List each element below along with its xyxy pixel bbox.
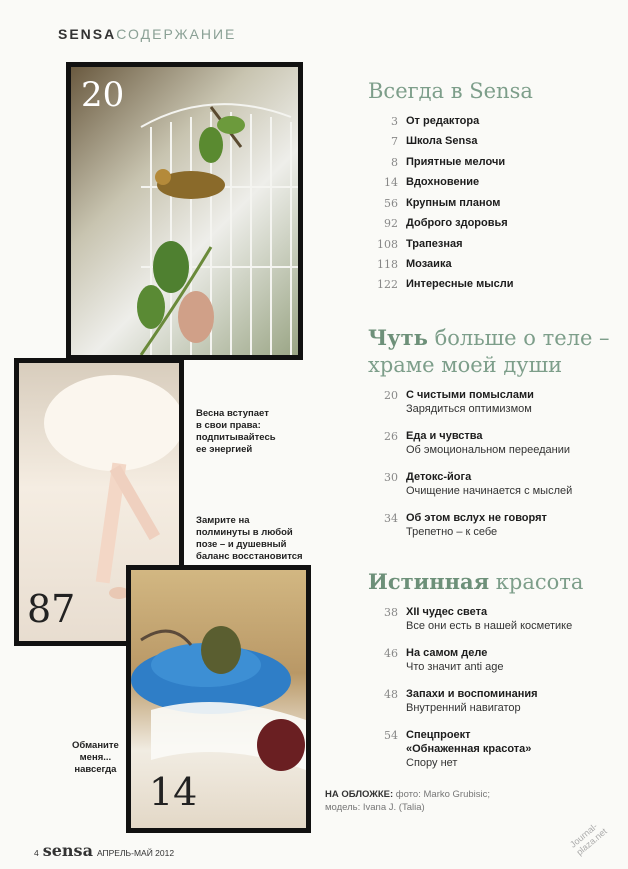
caption-spring: Весна вступает в свои права: подпитывайтесь ее энергией <box>196 408 276 455</box>
brand-name: SENSA <box>58 26 117 42</box>
watermark: Journal-plaza.net <box>568 821 609 858</box>
photo-fig-plate[interactable] <box>126 565 311 833</box>
section-name: СОДЕРЖАНИЕ <box>116 26 237 42</box>
photo-bird-cage[interactable] <box>66 62 303 360</box>
toc-item[interactable]: 54 Спецпроект «Обнаженная красота» Спору нет <box>384 729 532 769</box>
section-title-always: Всегда в Sensa <box>368 79 533 103</box>
footer-issue: АПРЕЛЬ-МАЙ 2012 <box>96 848 175 858</box>
section-title-beauty: Истинная красота <box>368 569 584 594</box>
caption-freeze: Замрите на полминуты в любой позе – и душевный баланс восстановится <box>196 515 303 562</box>
masthead <box>58 26 236 42</box>
page-footer <box>34 841 174 860</box>
cover-credits: НА ОБЛОЖКЕ: фото: Marko Grubisic; модель: Ivana J. (Talia) <box>325 789 491 813</box>
cover-label: НА ОБЛОЖКЕ: <box>325 789 394 800</box>
page-number-87: 87 <box>27 587 76 631</box>
section-title-body: Чуть больше о теле – храме моей души <box>368 325 610 377</box>
page-number-20: 20 <box>81 75 125 115</box>
caption-deceive: Обманите меня... навсегда <box>72 740 119 775</box>
footer-logo: sensa <box>42 841 93 860</box>
page-number-14: 14 <box>149 770 198 814</box>
footer-page-number: 4 <box>34 848 39 858</box>
